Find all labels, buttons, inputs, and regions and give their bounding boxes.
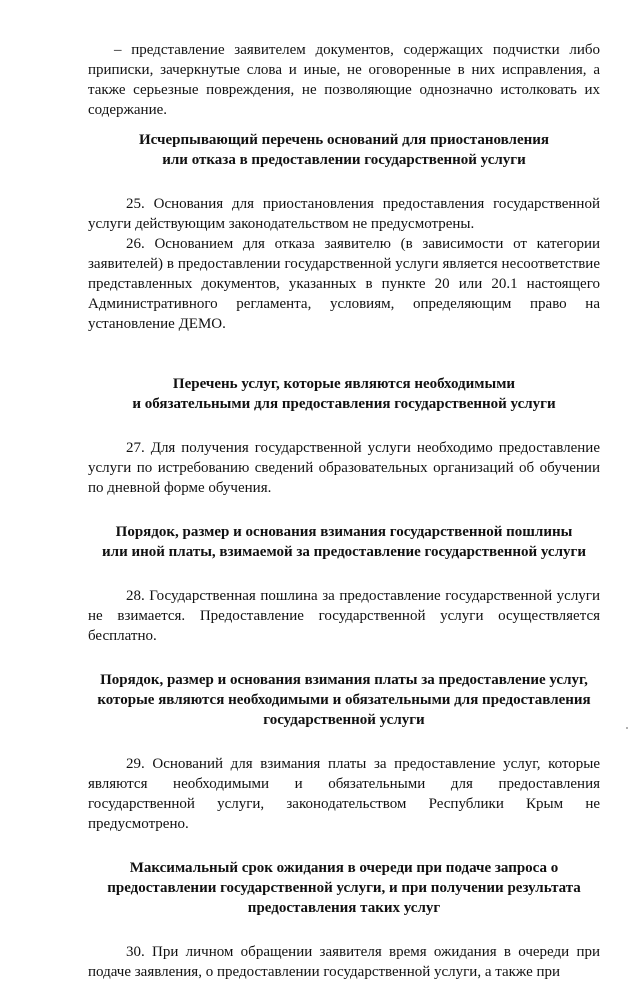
section-heading-service-fee [88, 670, 600, 730]
paragraph-25: 25. Основания для приостановления предоставления государственной услуги действующим законодательством не предусмотрены. [88, 196, 600, 232]
paragraph-27: 27. Для получения государственной услуги необходимо предоставление услуги по истребованию сведений образовательных организаций об обучении по дневной форме обучения. [88, 440, 600, 496]
section-heading-required-services [88, 374, 600, 414]
paragraph-30: 30. При личном обращении заявителя время ожидания в очереди при подаче заявления, о предоставлении государственной услуги, а также при [88, 944, 600, 980]
section-heading-state-fee [88, 522, 600, 562]
heading-line: Перечень услуг, которые являются необходимыми [172, 376, 516, 392]
paragraph-dash-item: – представление заявителем документов, содержащих подчистки либо приписки, зачеркнутые слова и иные, не оговоренные в них исправления, а также серьезные повреждения, не позволяющие однозначно истолковать их содержание. [88, 42, 600, 118]
heading-line: или отказа в предоставлении государственной услуги [162, 152, 526, 168]
heading-line: Порядок, размер и основания взимания платы за предоставление услуг, [100, 672, 588, 688]
heading-line: Порядок, размер и основания взимания государственной пошлины [115, 524, 573, 540]
heading-line: или иной платы, взимаемой за предоставление государственной услуги [102, 544, 586, 560]
paragraph-26: 26. Основанием для отказа заявителю (в зависимости от категории заявителей) в предоставлении государственной услуги является несоответствие представленных документов, указанных в пункте 20 или 20.1 настоящего Административного регламента, условиям, определяющим право на установление ДЕМО. [88, 236, 600, 332]
scan-speck [626, 727, 628, 729]
heading-line: предоставлении государственной услуги, и при получении результата [107, 880, 581, 896]
paragraph-28: 28. Государственная пошлина за предоставление государственной услуги не взимается. Предоставление государственной услуги осуществляется бесплатно. [88, 588, 600, 644]
section-heading-queue-time [88, 858, 600, 918]
document-page [88, 40, 600, 982]
paragraph-29: 29. Оснований для взимания платы за предоставление услуг, которые являются необходимыми и обязательными для предоставления государственной услуги, законодательством Республики Крым не предусмотрено. [88, 756, 600, 832]
heading-line: Максимальный срок ожидания в очереди при подаче запроса о [129, 860, 559, 876]
heading-line: и обязательными для предоставления государственной услуги [132, 396, 556, 412]
heading-line: Исчерпывающий перечень оснований для приостановления [138, 132, 550, 148]
heading-line: государственной услуги [263, 712, 425, 728]
heading-line: предоставления таких услуг [247, 900, 441, 916]
section-heading-grounds-refusal [88, 130, 600, 170]
heading-line: которые являются необходимыми и обязательными для предоставления [97, 692, 591, 708]
